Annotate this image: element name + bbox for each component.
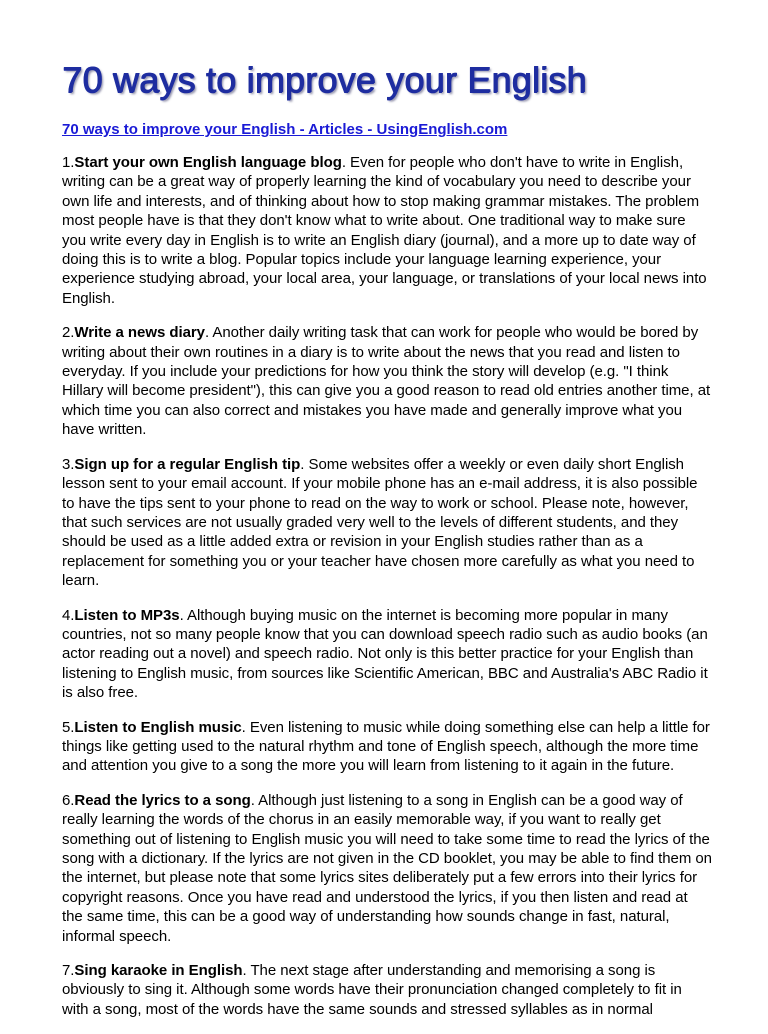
tip-number: 2.: [62, 324, 75, 342]
tip-number: 7.: [62, 962, 75, 980]
tip-body: . Although just listening to a song in English can be a good way of really learning the words of the chorus in an easily memorable way, if you want to really get something out of listening to English music you will need to take some time to read the lyrics of the song with a dictionary. If the lyrics are not given in the CD booklet, you may be able to find them on the internet, but please note that some lyrics sites deliberately put a few errors into their lyrics for copyright reasons. Once you have read and understood the lyrics, if you then listen and read at the same time, this can be a good way of understanding how sounds change in fast, natural, informal speech.: [62, 791, 712, 945]
document-title: 70 ways to improve your English: [62, 59, 587, 100]
tip-number: 4.: [62, 606, 75, 624]
tips-list: [62, 153, 712, 1019]
tip-body: . The next stage after understanding and memorising a song is obviously to sing it. Although some words have their pronunciation changed completely to fit in with a song, most of the words have the same sounds and stressed syllables as in normal: [62, 962, 682, 1018]
tip-body: . Although buying music on the internet is becoming more popular in many countries, not so many people know that you can download speech radio such as audio books (an actor reading out a novel) and speech radio. Not only is this better practice for your English than listening to English music, from sources like Scientific American, BBC and Australia's ABC Radio it is also free.: [62, 606, 708, 702]
tip-paragraph: [62, 718, 712, 776]
document-page: [62, 54, 712, 1034]
tip-body: . Even listening to music while doing something else can help a little for things like getting used to the natural rhythm and tone of English speech, although the more time and attention you give to a song the more you will learn from listening to it again in the future.: [62, 718, 710, 775]
source-article-link[interactable]: 70 ways to improve your English - Articles - UsingEnglish.com: [62, 121, 508, 138]
tip-heading: Listen to MP3s: [74, 606, 180, 624]
tip-paragraph: [62, 323, 712, 439]
tip-heading: Listen to English music: [74, 718, 242, 736]
tip-paragraph: [62, 961, 712, 1019]
tip-heading: Sing karaoke in English: [74, 962, 243, 980]
tip-paragraph: [62, 153, 712, 308]
tip-paragraph: [62, 455, 712, 591]
tip-paragraph: [62, 791, 712, 946]
tip-number: 1.: [62, 154, 75, 171]
tip-body: . Even for people who don't have to write in English, writing can be a great way of properly learning the kind of vocabulary you need to describe your own life and interests, and of thinking about how to stop making grammar mistakes. The problem most people have is that they don't know what to write about. One traditional way to make sure you write every day in English is to write an English diary (journal), and a more up to date way of doing this is to write a blog. Popular topics include your language learning experience, your experience studying abroad, your local area, your language, or translations of your local news into English.: [62, 154, 707, 307]
tip-number: 6.: [62, 791, 75, 809]
tip-heading: Sign up for a regular English tip: [74, 455, 301, 473]
tip-heading: Write a news diary: [74, 324, 205, 342]
tip-number: 3.: [62, 455, 75, 473]
tip-body: . Some websites offer a weekly or even daily short English lesson sent to your email account. If your mobile phone has an e-mail address, it is also possible to have the tips sent to your phone to read on the way to work or school. Please note, however, that such services are not usually graded very well to the levels of different students, and they should be used as a little added extra or revision in your English studies rather than as a replacement for something you or your teacher have chosen more carefully as what you need to learn.: [62, 455, 698, 590]
tip-number: 5.: [62, 718, 75, 736]
tip-heading: Read the lyrics to a song: [74, 791, 251, 809]
tip-heading: Start your own English language blog: [74, 154, 342, 171]
tip-body: . Another daily writing task that can work for people who would be bored by writing about their own routines in a diary is to write about the news that you read and listen to everyday. If you include your predictions for how you think the story will develop (e.g. "I think Hillary will become president"), this can give you a good reason to read old entries another time, at which time you can also correct and mistakes you have made and generally improve what you have written.: [62, 324, 711, 439]
tip-paragraph: [62, 606, 712, 703]
